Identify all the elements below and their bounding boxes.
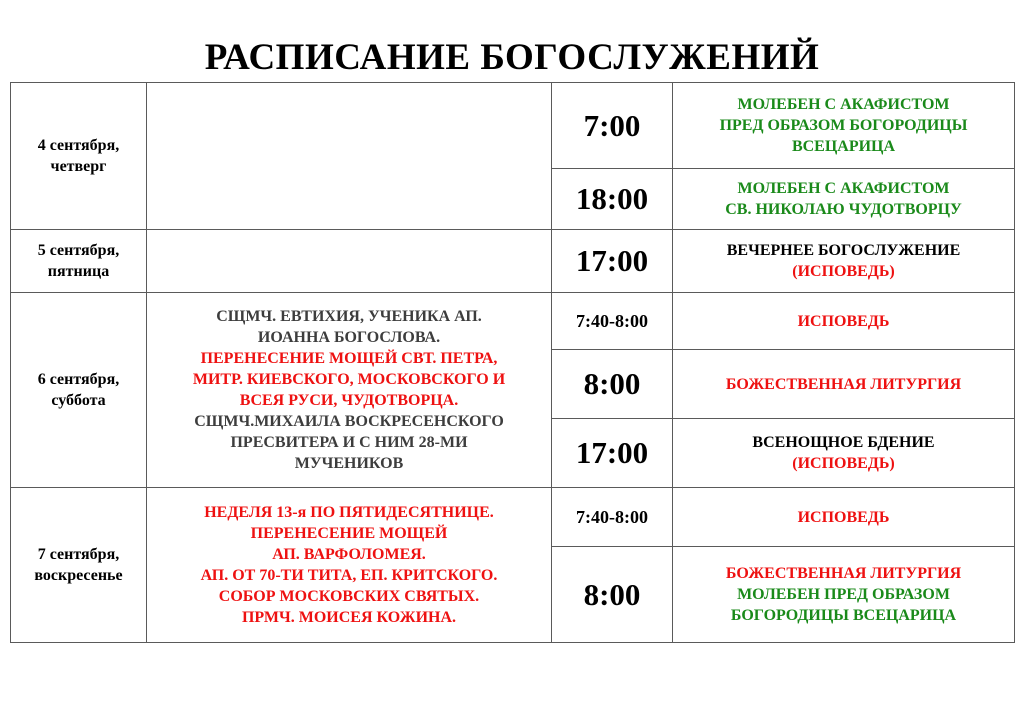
day-row-sep-5 (11, 230, 1015, 293)
service-line: ВСЕНОЩНОЕ БДЕНИЕ (752, 434, 935, 451)
service-line: МОЛЕБЕН С АКАФИСТОМ (737, 180, 950, 197)
service-line: МОЛЕБЕН ПРЕД ОБРАЗОМ (737, 586, 950, 603)
service-time: 8:00 (552, 350, 673, 419)
service-line: БОЖЕСТВЕННАЯ ЛИТУРГИЯ (725, 565, 962, 582)
service-time: 7:40-8:00 (552, 293, 673, 350)
service-line: ВСЕЦАРИЦА (791, 138, 896, 155)
saint-line: ВСЕЯ РУСИ, ЧУДОТВОРЦА. (239, 392, 459, 409)
service-cell (673, 488, 1015, 547)
date-cell (11, 83, 147, 230)
service-line: (ИСПОВЕДЬ) (792, 263, 895, 280)
service-time: 8:00 (552, 547, 673, 643)
page-title: РАСПИСАНИЕ БОГОСЛУЖЕНИЙ (204, 37, 820, 78)
day-row-sep-4 (11, 83, 1015, 169)
weekday-label: воскресенье (34, 567, 123, 584)
service-line: СВ. НИКОЛАЮ ЧУДОТВОРЦУ (725, 201, 962, 218)
schedule-table (10, 82, 1015, 643)
service-time: 17:00 (552, 230, 673, 293)
service-line: ПРЕД ОБРАЗОМ БОГОРОДИЦЫ (719, 117, 968, 134)
date-label: 4 сентября, (37, 137, 120, 154)
saint-line: ПЕРЕНЕСЕНИЕ МОЩЕЙ СВТ. ПЕТРА, (200, 350, 498, 367)
date-label: 7 сентября, (37, 546, 120, 563)
date-label: 5 сентября, (37, 242, 120, 259)
service-cell (673, 350, 1015, 419)
saint-line: ПРЕСВИТЕРА И С НИМ 28-МИ (230, 434, 468, 451)
service-line: МОЛЕБЕН С АКАФИСТОМ (737, 96, 950, 113)
date-cell (11, 293, 147, 488)
date-label: 6 сентября, (37, 371, 120, 388)
service-line: БОЖЕСТВЕННАЯ ЛИТУРГИЯ (725, 375, 962, 393)
service-line: ИСПОВЕДЬ (797, 312, 890, 330)
service-line: БОГОРОДИЦЫ ВСЕЦАРИЦА (730, 607, 957, 624)
date-cell (11, 230, 147, 293)
service-time: 7:40-8:00 (552, 488, 673, 547)
saints-cell (147, 488, 552, 643)
service-cell (673, 230, 1015, 293)
service-time: 17:00 (552, 419, 673, 488)
service-time: 7:00 (552, 83, 673, 169)
day-row-sep-6 (11, 293, 1015, 350)
saints-cell (147, 83, 552, 230)
saint-line: ИОАННА БОГОСЛОВА. (257, 329, 441, 346)
saint-line: СОБОР МОСКОВСКИХ СВЯТЫХ. (218, 588, 480, 605)
service-cell (673, 169, 1015, 230)
saint-line: ПЕРЕНЕСЕНИЕ МОЩЕЙ (250, 525, 448, 542)
saint-line: СЩМЧ.МИХАИЛА ВОСКРЕСЕНСКОГО (194, 413, 504, 430)
date-cell (11, 488, 147, 643)
saint-line: АП. ОТ 70-ТИ ТИТА, ЕП. КРИТСКОГО. (200, 567, 498, 584)
service-cell (673, 293, 1015, 350)
service-cell (673, 547, 1015, 643)
saints-cell (147, 230, 552, 293)
saint-line: ПРМЧ. МОИСЕЯ КОЖИНА. (241, 609, 457, 626)
service-time: 18:00 (552, 169, 673, 230)
weekday-label: суббота (51, 392, 106, 409)
service-cell (673, 83, 1015, 169)
saint-line: МИТР. КИЕВСКОГО, МОСКОВСКОГО И (192, 371, 506, 388)
service-line: ИСПОВЕДЬ (797, 508, 890, 526)
saints-cell (147, 293, 552, 488)
day-row-sep-7 (11, 488, 1015, 547)
saint-line: СЩМЧ. ЕВТИХИЯ, УЧЕНИКА АП. (216, 308, 482, 325)
service-cell (673, 419, 1015, 488)
saint-line: АП. ВАРФОЛОМЕЯ. (272, 546, 426, 563)
weekday-label: пятница (47, 263, 110, 280)
weekday-label: четверг (50, 158, 107, 175)
service-line: (ИСПОВЕДЬ) (792, 455, 895, 472)
service-line: ВЕЧЕРНЕЕ БОГОСЛУЖЕНИЕ (726, 242, 961, 259)
saint-line: НЕДЕЛЯ 13-я ПО ПЯТИДЕСЯТНИЦЕ. (204, 504, 494, 521)
saint-line: МУЧЕНИКОВ (294, 455, 404, 472)
